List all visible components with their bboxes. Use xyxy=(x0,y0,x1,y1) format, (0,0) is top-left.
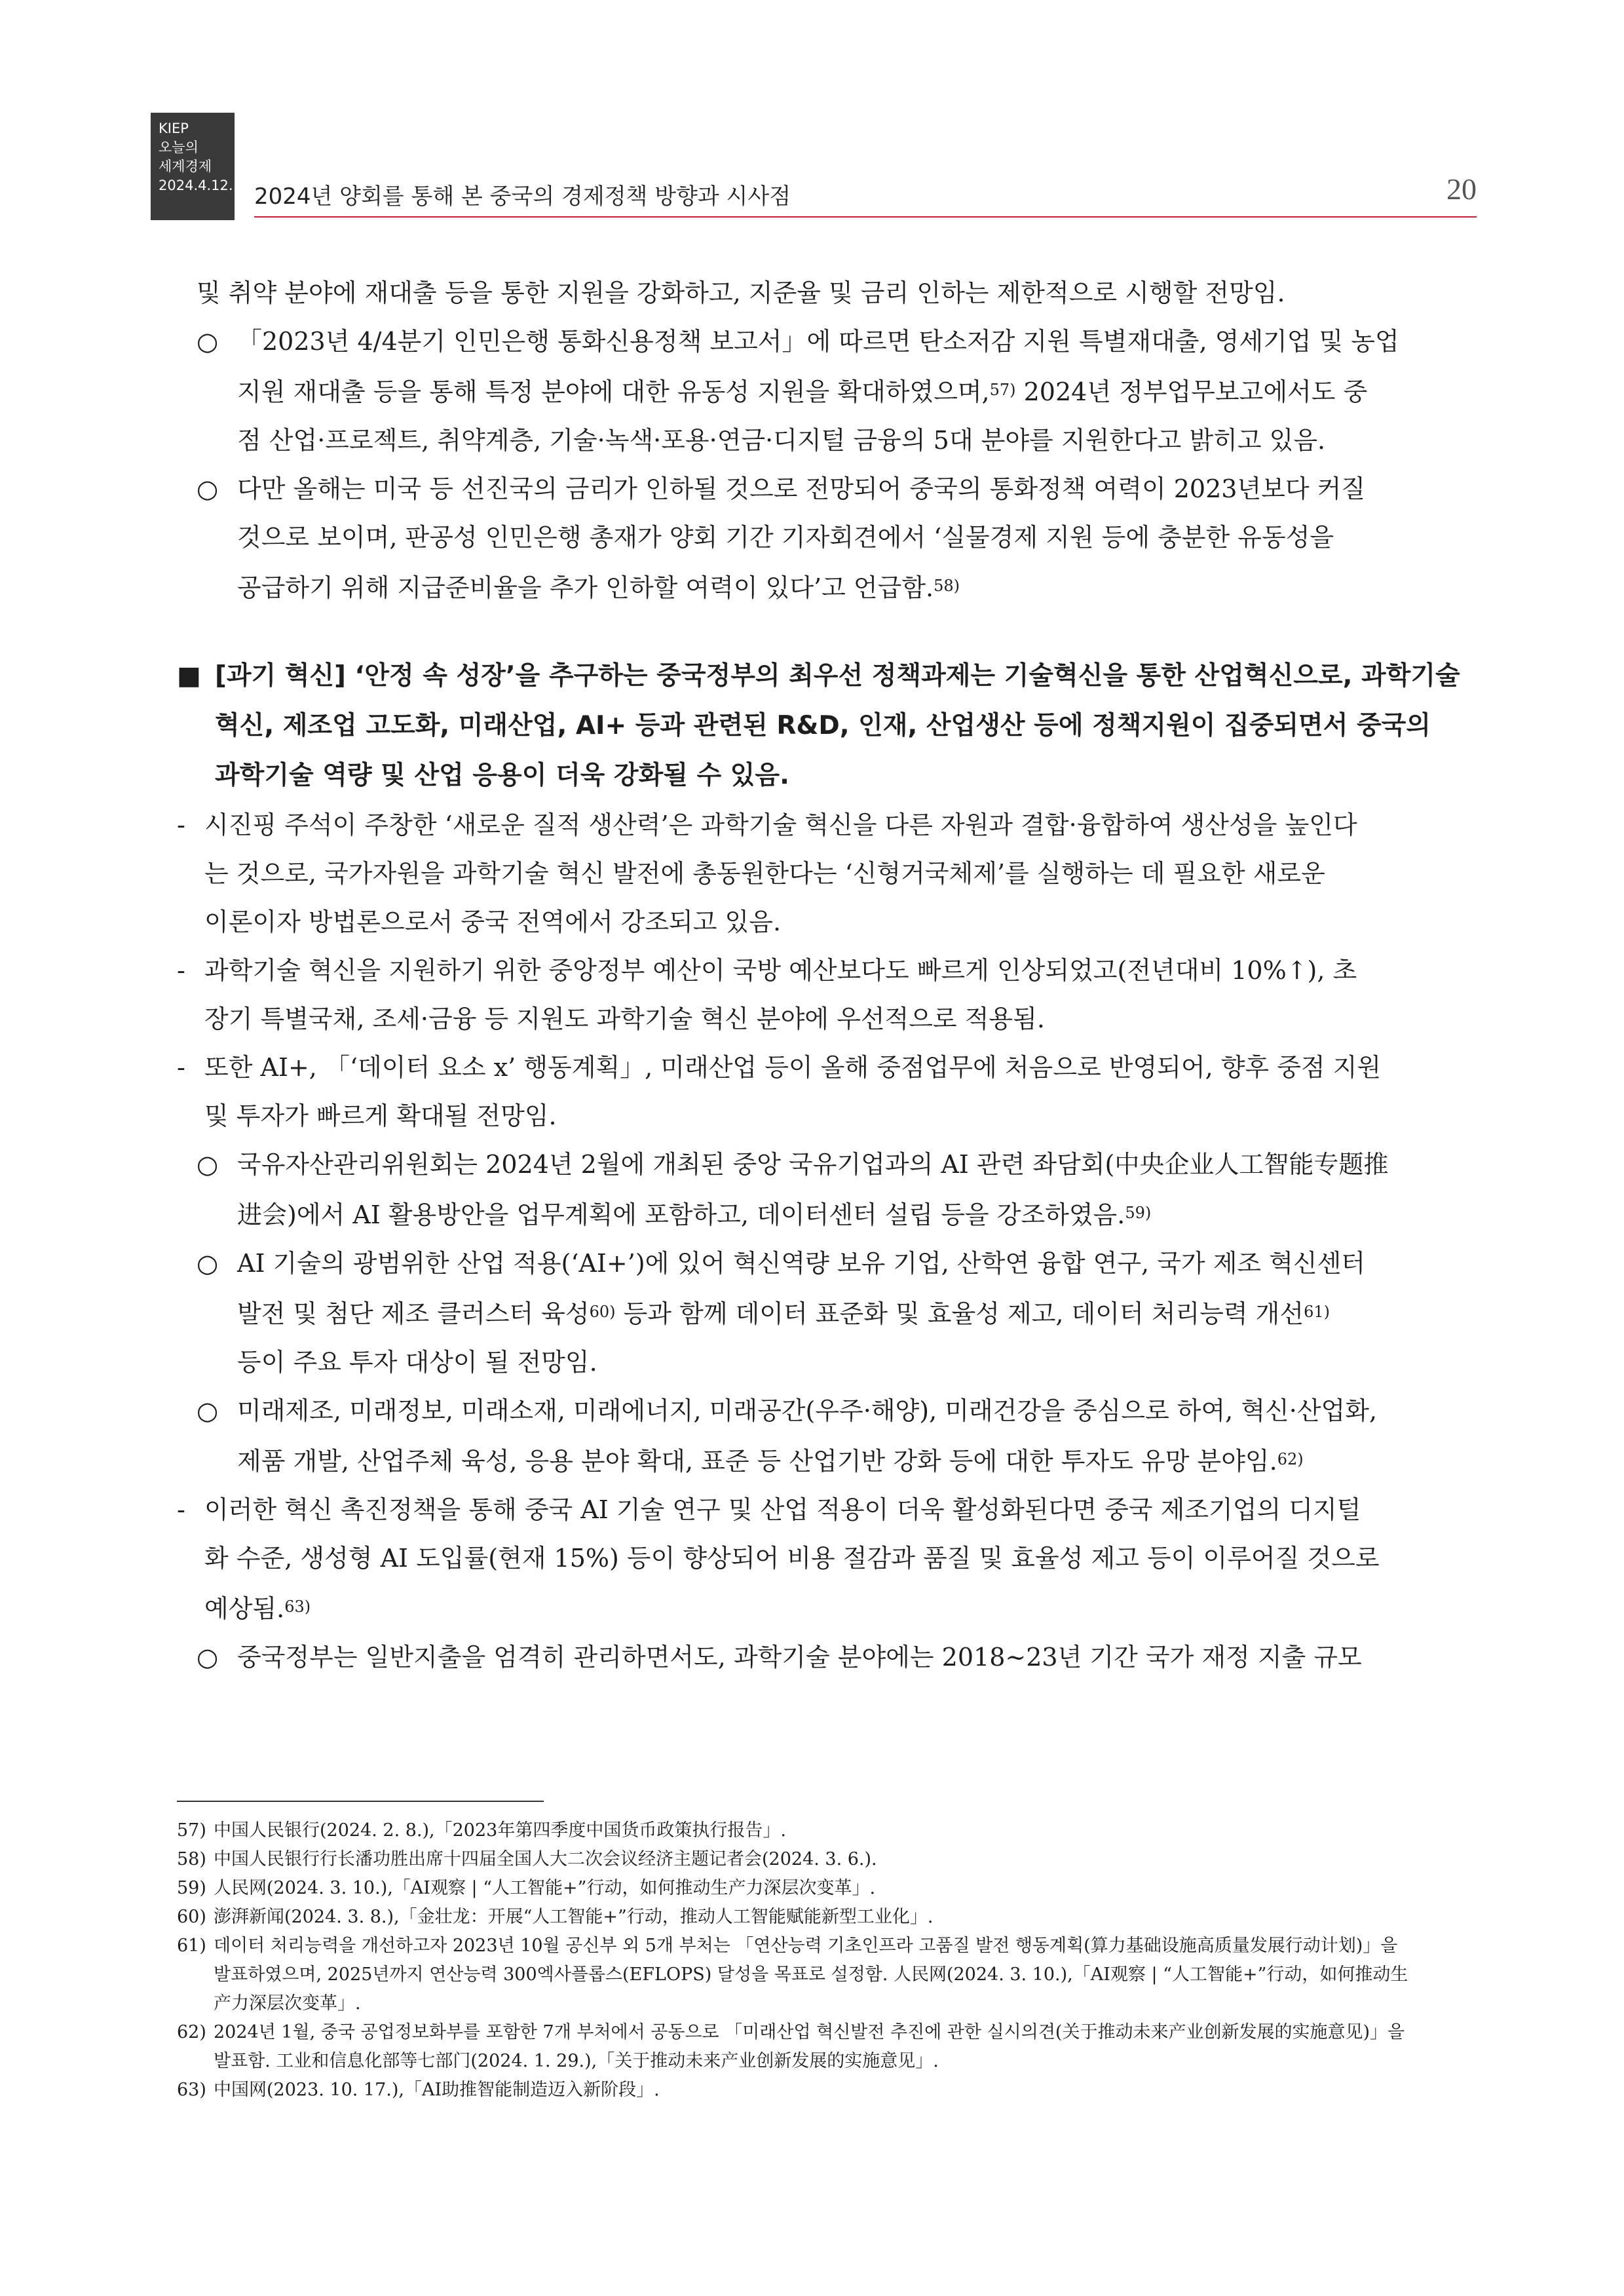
footnote-60: 60) 澎湃新闻(2024. 3. 8.),「金壮龙：开展“人工智能+”行动，推动人工智能赋能新型工业化」. xyxy=(177,1907,934,1927)
square-bullet-icon: ■ xyxy=(177,661,201,691)
circle-bullet-marker: ○ xyxy=(197,1643,219,1672)
circle-bullet-marker: ○ xyxy=(197,474,219,503)
circle-bullet-marker: ○ xyxy=(197,1150,219,1179)
footnote-63: 63) 中国网(2023. 10. 17.),「AI助推智能制造迈入新阶段」. xyxy=(177,2080,660,2100)
footnote-59: 59) 人民网(2024. 3. 10.),「AI观察 | “人工智能+”行动，如何推动生产力深层次变革」. xyxy=(177,1878,876,1898)
dash-item-3: - 또한 AI+, 「‘데이터 요소 x’ 행동계획」, 미래산업 등이 올해 중점업무에 처음으로 반영되어, 향후 중점 지원 및 투자가 빠르게 확대될 전망임. xyxy=(177,1043,1477,1140)
footnote-ref-62[interactable]: 62) xyxy=(1277,1450,1304,1468)
footnote-ref-58[interactable]: 58) xyxy=(934,577,960,595)
dash-item-4: - 이러한 혁신 촉진정책을 통해 중국 AI 기술 연구 및 산업 적용이 더욱 활성화된다면 중국 제조기업의 디지털 화 수준, 생성형 AI 도입률(현재 15%) 등이 향상되어 비용 절감과 품질 및 효율성 제고 등이 이루어질 것으로 예상됨.$^{63)}$ xyxy=(177,1485,1477,1633)
dash-marker: - xyxy=(177,1053,185,1082)
dash-item-1: - 시진핑 주석이 주창한 ‘새로운 질적 생산력’은 과학기술 혁신을 다른 자원과 결합·융합하여 생산성을 높인다 는 것으로, 국가자원을 과학기술 혁신 발전에 총동원한다는 ‘신형거국체제’를 실행하는 데 필요한 새로운 이론이자 방법론으로서 중국 전역에서 강조되고 있음. xyxy=(177,801,1477,946)
dash-item-2: - 과학기술 혁신을 지원하기 위한 중앙정부 예산이 국방 예산보다도 빠르게 인상되었고(전년대비 10%↑), 초 장기 특별국채, 조세·금융 등 지원도 과학기술 혁신 분야에 우선적으로 적용됨. xyxy=(177,946,1477,1043)
circle-bullet-marker: ○ xyxy=(197,1396,219,1425)
footnote-61: 61) 데이터 처리능력을 개선하고자 2023년 10월 공신부 외 5개 부처는 「연산능력 기초인프라 고품질 발전 행동계획(算力基础设施高质量发展行动计划)」을 발표하였으며, 2025년까지 연산능력 300엑사플롭스(EFLOPS) 달성을 목표로 설정함. 人民网(2024. 3. 10.),「AI观察 | “人工智能+”行动，如何推动生 产力深层次变革」. xyxy=(177,1936,1408,2014)
footnotes xyxy=(177,1816,1477,2105)
footnote-ref-63[interactable]: 63) xyxy=(284,1598,311,1616)
page-number: 20 xyxy=(1446,172,1477,206)
footnote-62: 62) 2024년 1월, 중국 공업정보화부를 포함한 7개 부처에서 공동으로 「미래산업 혁신발전 추진에 관한 실시의견(关于推动未来产业创新发展的实施意见)」을 발표함. 工业和信息化部等七部门(2024. 1. 29.),「关于推动未来产业创新发展的实施意见」. xyxy=(177,2022,1405,2071)
footnote-ref-60[interactable]: 60) xyxy=(589,1303,616,1321)
footnote-57: 57) 中国人民银行(2024. 2. 8.),「2023年第四季度中国货币政策执行报告」. xyxy=(177,1820,786,1841)
continued-paragraph: 및 취약 분야에 재대출 등을 통한 지원을 강화하고, 지준율 및 금리 인하는 제한적으로 시행할 전망임. xyxy=(197,278,1285,307)
running-title: 2024년 양회를 통해 본 중국의 경제정책 방향과 시사점 xyxy=(254,183,791,210)
dash-marker: - xyxy=(177,1495,185,1524)
circle-bullet-marker: ○ xyxy=(197,327,219,356)
tag-line-1: KIEP xyxy=(159,121,189,136)
dash-marker: - xyxy=(177,956,185,985)
tag-line-2: 오늘의 xyxy=(159,140,198,155)
tag-line-4: 2024.4.12. xyxy=(159,178,233,193)
header-rule xyxy=(254,216,1477,218)
footnote-rule xyxy=(177,1801,544,1802)
section-heading: ■ [과기 혁신] ‘안정 속 성장’을 추구하는 중국정부의 최우선 정책과제는 기술혁신을 통한 산업혁신으로, 과학기술 혁신, 제조업 고도화, 미래산업, AI+ 등과 관련된 R&D, 인재, 산업생산 등에 정책지원이 집중되면서 중국의 과학기술 역량 및 산업 응용이 더욱 강화될 수 있음. xyxy=(177,651,1477,801)
circle-bullet-3: ○ 국유자산관리위원회는 2024년 2월에 개최된 중앙 국유기업과의 AI 관련 좌담회(中央企业人工智能专题推 进会)에서 AI 활용방안을 업무계획에 포함하고, 데이터센터 설립 등을 강조하였음.$^{59)}$ xyxy=(177,1140,1477,1239)
tag-line-3: 세계경제 xyxy=(159,159,212,174)
dash-marker: - xyxy=(177,811,185,839)
publication-tag xyxy=(151,113,235,220)
footnote-ref-59[interactable]: 59) xyxy=(1125,1204,1152,1222)
footnote-ref-61[interactable]: 61) xyxy=(1304,1303,1330,1321)
circle-bullet-4: ○ AI 기술의 광범위한 산업 적용(‘AI+’)에 있어 혁신역량 보유 기업, 산학연 융합 연구, 국가 제조 혁신센터 발전 및 첨단 제조 클러스터 육성$^{60)}$ 등과 함께 데이터 표준화 및 효율성 제고, 데이터 처리능력 개선$^{61)}$ 등이 주요 투자 대상이 될 전망임. xyxy=(177,1239,1477,1387)
circle-bullet-1: ○ 「2023년 4/4분기 인민은행 통화신용정책 보고서」에 따르면 탄소저감 지원 특별재대출, 영세기업 및 농업 지원 재대출 등을 통해 특정 분야에 대한 유동성 지원을 확대하였으며,$^{57)}$ 2024년 정부업무보고에서도 중 점 산업·프로젝트, 취약계층, 기술·녹색·포용·연금·디지털 금융의 5대 분야를 지원한다고 밝히고 있음. xyxy=(177,317,1477,465)
circle-bullet-5: ○ 미래제조, 미래정보, 미래소재, 미래에너지, 미래공간(우주·해양), 미래건강을 중심으로 하여, 혁신·산업화, 제품 개발, 산업주체 육성, 응용 분야 확대, 표준 등 산업기반 강화 등에 대한 투자도 유망 분야임.$^{62)}$ xyxy=(177,1387,1477,1485)
circle-bullet-2: ○ 다만 올해는 미국 등 선진국의 금리가 인하될 것으로 전망되어 중국의 통화정책 여력이 2023년보다 커질 것으로 보이며, 판공성 인민은행 총재가 양회 기간 기자회견에서 ‘실물경제 지원 등에 충분한 유동성을 공급하기 위해 지급준비율을 추가 인하할 여력이 있다’고 언급함.$^{58)}$ xyxy=(177,465,1477,612)
circle-bullet-6: ○ 중국정부는 일반지출을 엄격히 관리하면서도, 과학기술 분야에는 2018~23년 기간 국가 재정 지출 규모 xyxy=(177,1633,1477,1681)
circle-bullet-marker: ○ xyxy=(197,1249,219,1278)
main-content xyxy=(177,269,1477,1681)
footnote-ref-57[interactable]: 57) xyxy=(989,381,1016,399)
footnote-58: 58) 中国人民银行行长潘功胜出席十四届全国人大二次会议经济主题记者会(2024. 3. 6.). xyxy=(177,1849,877,1869)
